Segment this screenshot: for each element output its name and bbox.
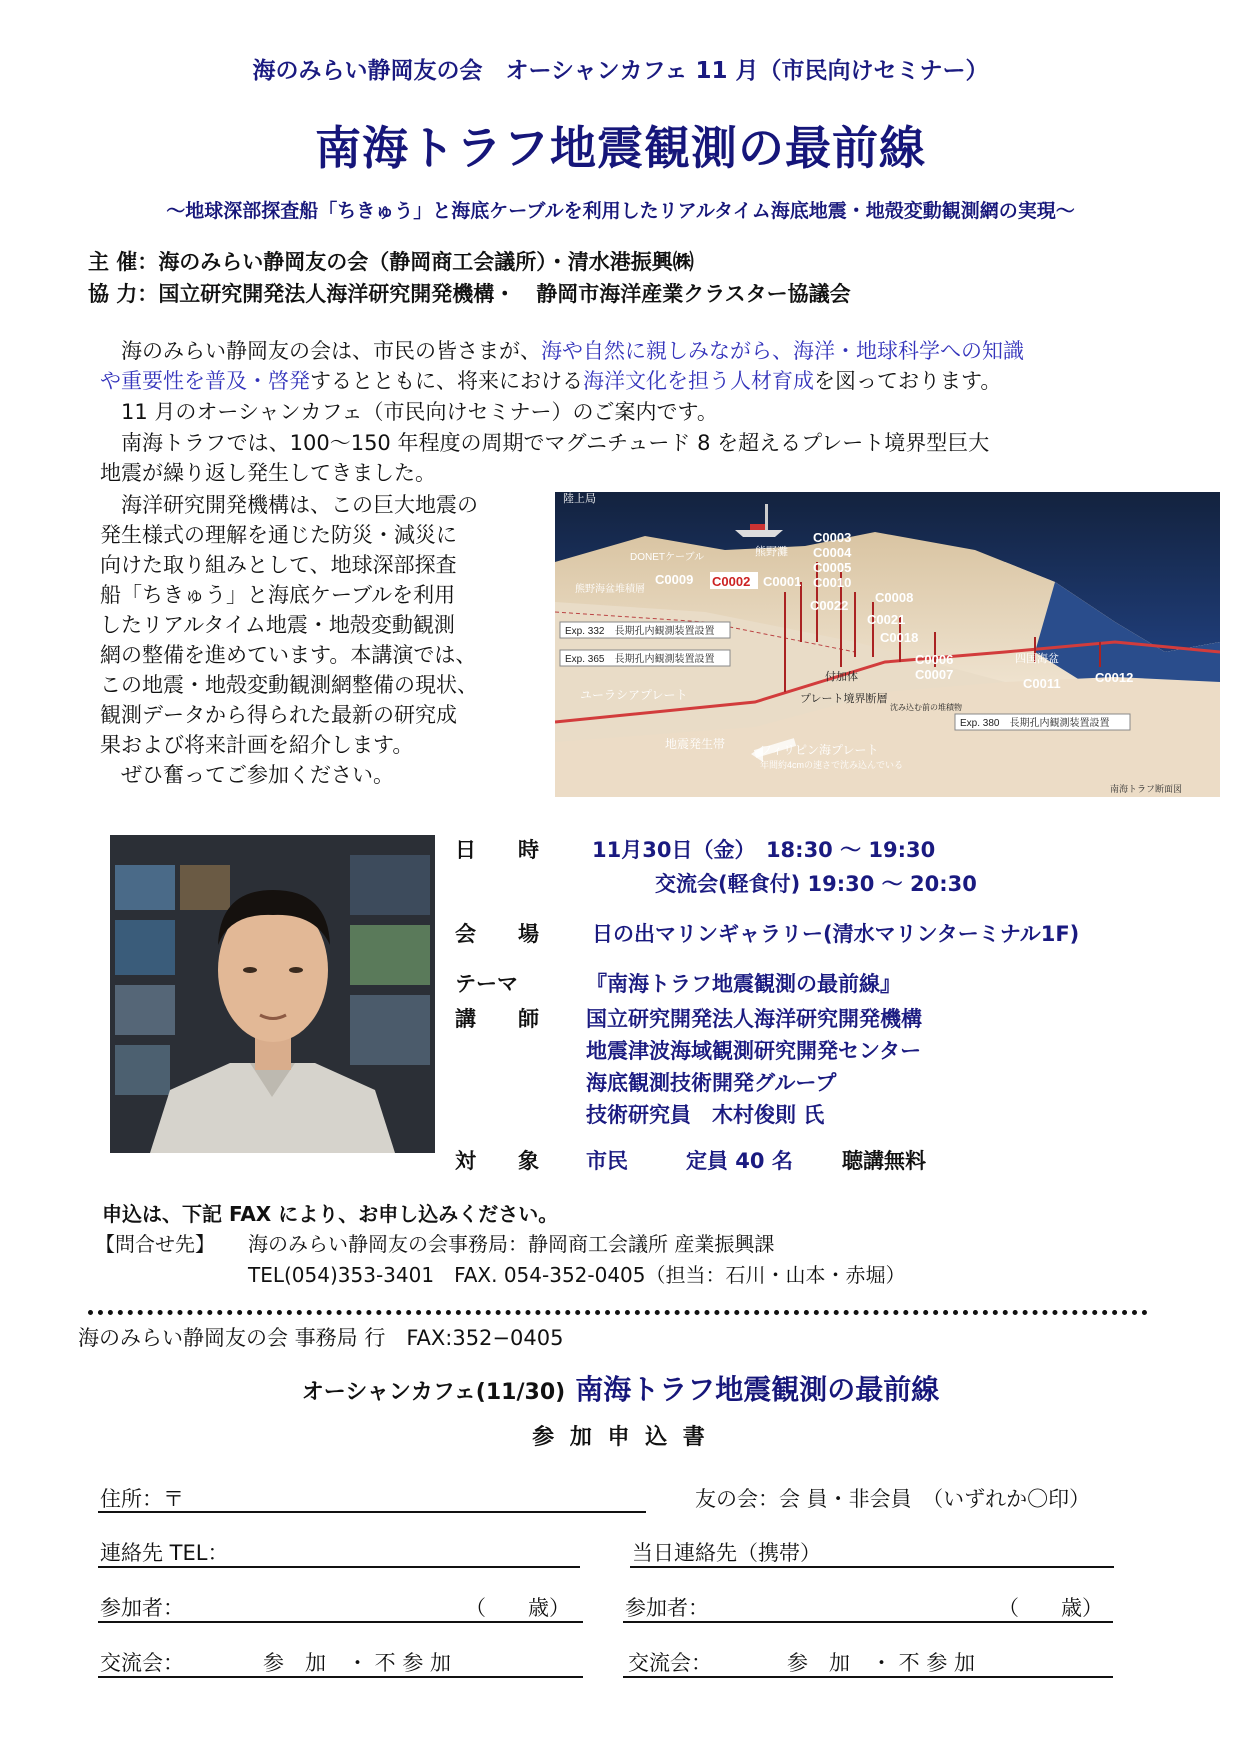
exp365-label: Exp. 365 長期孔内観測装置設置 [565,654,715,665]
apply-note: 申込は、下記 FAX により、お申し込みください。 [102,1202,559,1226]
reception-label: 交流会： [100,1651,184,1675]
mobile-label: 当日連絡先（携帯） [632,1541,821,1565]
address-field[interactable] [98,1511,646,1513]
page-title: 南海トラフ地震観測の最前線 [315,121,926,175]
subduction-rate-label: 年間約4cmの速さで沈み込んでいる [760,760,904,770]
host-row [88,246,694,276]
lecturer-line: 国立研究開発法人海洋研究開発機構 [586,1007,922,1031]
venue-value: 日の出マリンギャラリー(清水マリンターミナル1F) [592,922,1080,946]
core-c0005-label: C0005 [813,560,852,575]
date-value: 11月30日（金） 18:30 〜 19:30 [592,838,936,862]
address-label: 住所：〒 [100,1487,184,1511]
intro-text: 海のみらい静岡友の会は、市民の皆さまが、 [100,339,541,363]
participant-label-2: 参加者： [625,1596,709,1620]
description-line: ぜひ奮ってご参加ください。 [100,763,394,787]
coop-row [88,278,851,308]
participant-age: （ 歳） [465,1596,570,1620]
inquiry-line-1: 海のみらい静岡友の会事務局：静岡商工会議所 産業振興課 [248,1232,775,1256]
plate-boundary-fault-label: プレート境界断層 [800,693,888,705]
lecturer-label: 講 師 [455,1007,539,1031]
fax-to-line: 海のみらい静岡友の会 事務局 行 FAX:352−0405 [78,1326,564,1350]
coop-label: 協 力： [88,282,159,306]
theme-label: テーマ [455,972,518,996]
intro-text: を図っております。 [814,369,1002,393]
fee-value: 聴講無料 [842,1149,926,1173]
event-series-heading: 海のみらい静岡友の会 オーシャンカフェ 11 月（市民向けセミナー） [252,58,989,84]
reception-options-2[interactable]: 参 加 ・ 不 参 加 [787,1651,976,1675]
core-c0018-label: C0018 [880,630,919,645]
core-c0010-label: C0010 [813,575,852,590]
target-label: 対 象 [455,1149,539,1173]
core-c0004-label: C0004 [813,545,852,560]
description-line: この地震・地殻変動観測網整備の現状、 [100,673,478,697]
core-c0003-label: C0003 [813,530,852,545]
target-value: 市民 [586,1149,628,1173]
core-c0001-label: C0001 [763,574,802,589]
nankai-trough-diagram [555,492,1220,797]
accretion-label: 付加体 [825,671,858,683]
intro-line-4: 南海トラフでは、100〜150 年程度の周期でマグニチュード 8 を超えるプレート境界型巨大 [100,431,990,455]
description-line: 果および将来計画を紹介します。 [100,733,414,757]
lecturer-line: 海底観測技術開発グループ [586,1071,837,1095]
host-label: 主 催： [88,250,159,274]
land-station-label: 陸上局 [563,493,596,505]
intro-line-2 [100,366,1001,396]
venue-label: 会 場 [455,922,539,946]
lecturer-line: 技術研究員 木村俊則 氏 [586,1103,825,1127]
diagram-caption: 南海トラフ断面図 [1110,784,1183,794]
kumano-basin-label: 熊野海盆堆積層 [575,584,645,595]
seismogenic-zone-label: 地震発生帯 [665,737,726,751]
philippine-plate-label: フィリピン海プレート [760,743,879,757]
cross-section-svg [555,492,1220,797]
inquiry-label: 【問合せ先】 [95,1232,215,1256]
form-name: 参 加 申 込 書 [532,1425,709,1450]
intro-line-5: 地震が繰り返し発生してきました。 [100,461,436,485]
mobile-field[interactable] [630,1566,1114,1568]
intro-line-1 [100,336,1024,366]
form-title-main: 南海トラフ地震観測の最前線 [575,1373,940,1406]
description-line: 海洋研究開発機構は、この巨大地震の [100,493,478,517]
tel-field[interactable] [98,1566,580,1568]
donet-label: DONETケーブル [630,552,705,563]
coop-value: 国立研究開発法人海洋研究開発機構・ 静岡市海洋産業クラスター協議会 [158,282,851,306]
description-block [100,490,478,790]
reception-options[interactable]: 参 加 ・ 不 参 加 [263,1651,452,1675]
capacity-value: 定員 40 名 [686,1149,793,1173]
form-title [0,1368,1241,1408]
participant-field-2[interactable] [623,1621,1113,1623]
description-line: 発生様式の理解を通じた防災・減災に [100,523,457,547]
lecturer-line: 地震津波海域観測研究開発センター [586,1039,922,1063]
date-label: 日 時 [455,838,539,862]
theme-value: 『南海トラフ地震観測の最前線』 [586,972,901,996]
reception-field-2[interactable] [623,1676,1113,1678]
exp332-label: Exp. 332 長期孔内観測装置設置 [565,626,715,637]
core-c0021-label: C0021 [867,612,906,627]
participant-age-2: （ 歳） [998,1596,1103,1620]
participant-field[interactable] [98,1621,583,1623]
description-line: 網の整備を進めています。本講演では、 [100,643,477,667]
kumano-label: 熊野灘 [755,546,788,558]
reception-field[interactable] [98,1676,583,1678]
speaker-photo [110,835,435,1153]
intro-highlight: 海洋文化を担う人材育成 [583,369,814,393]
tel-label: 連絡先 TEL： [100,1541,229,1565]
description-line: 向けた取り組みとして、地球深部探査 [100,553,457,577]
description-line: したリアルタイム地震・地殻変動観測 [100,613,455,637]
speaker-photo-svg [110,835,435,1153]
description-line: 観測データから得られた最新の研究成 [100,703,457,727]
host-value: 海のみらい静岡友の会（静岡商工会議所）・清水港振興㈱ [158,250,694,274]
core-c0009-label: C0009 [655,572,694,587]
exp380-label: Exp. 380 長期孔内観測装置設置 [960,718,1110,729]
intro-text: するとともに、将来における [310,369,583,393]
inquiry-line-2: TEL(054)353-3401 FAX. 054-352-0405（担当：石川・山本・赤堀） [248,1263,906,1287]
core-c0011-label: C0011 [1023,676,1061,691]
page-subtitle: 〜地球深部探査船「ちきゅう」と海底ケーブルを利用したリアルタイム海底地震・地殻変動観測網の実現〜 [166,200,1075,222]
core-c0022-label: C0022 [810,598,849,613]
sediment-label: 沈み込む前の堆積物 [890,703,962,712]
core-c0007-label: C0007 [915,667,954,682]
description-line: 船「ちきゅう」と海底ケーブルを利用 [100,583,456,607]
shikoku-basin-label: 四国海盆 [1015,653,1059,665]
member-status-field[interactable]: 友の会：会 員・非会員 （いずれか〇印） [695,1487,1091,1511]
intro-highlight: や重要性を普及・啓発 [100,369,310,393]
form-title-prefix: オーシャンカフェ(11/30) [301,1380,566,1405]
intro-line-3: 11 月のオーシャンカフェ（市民向けセミナー）のご案内です。 [100,400,718,424]
core-c0002-label: C0002 [712,574,751,589]
core-c0008-label: C0008 [875,590,914,605]
eurasia-plate-label: ユーラシアプレート [580,688,688,702]
core-c0012-label: C0012 [1095,670,1134,685]
reception-label-2: 交流会： [628,1651,712,1675]
intro-highlight: 海や自然に親しみながら、海洋・地球科学への知識 [541,339,1024,363]
reception-value: 交流会(軽食付) 19:30 〜 20:30 [655,872,977,896]
participant-label: 参加者： [100,1596,184,1620]
cut-line-divider [88,1310,1148,1315]
core-c0006-label: C0006 [915,652,954,667]
